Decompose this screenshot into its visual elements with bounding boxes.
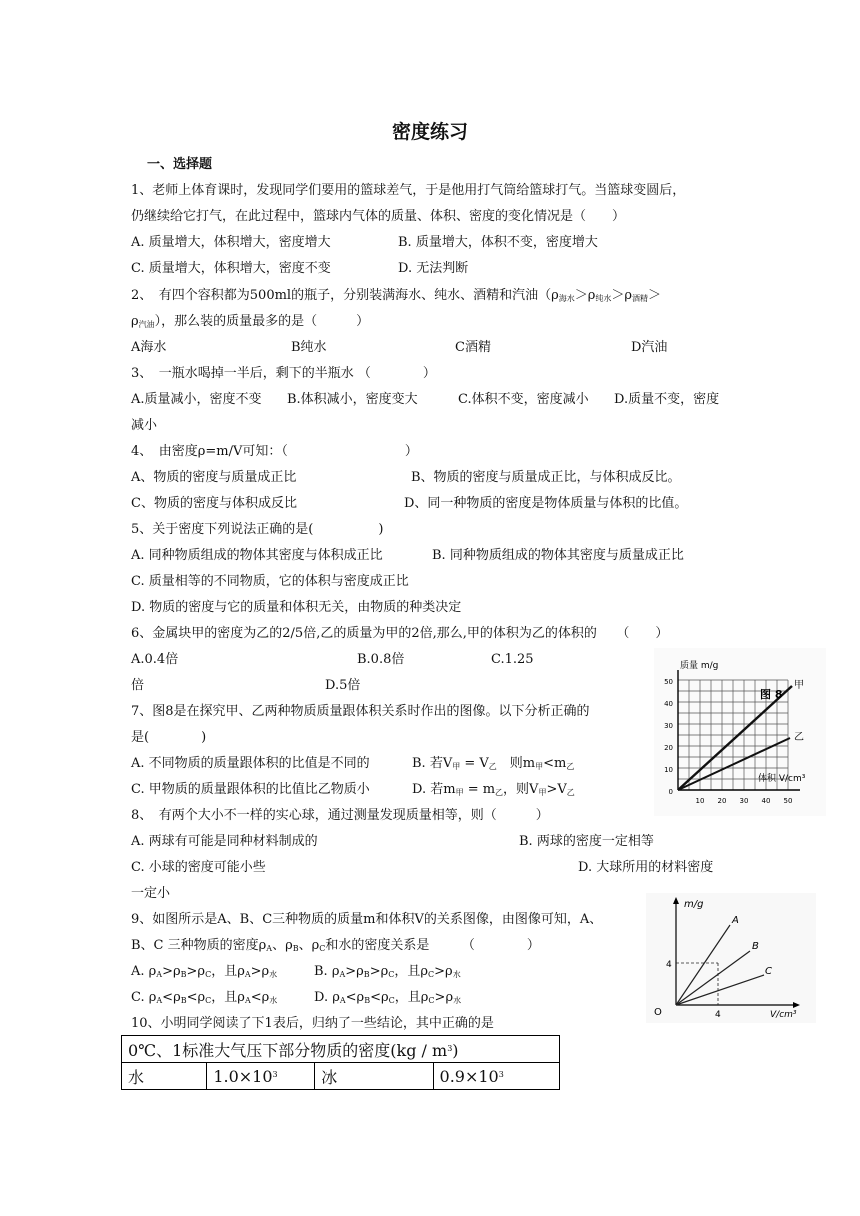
q5-option-a: A. 同种物质组成的物体其密度与体积成正比 <box>131 548 383 563</box>
q3-option-d-cont: 减小 <box>131 418 158 433</box>
q1-option-b: B. 质量增大，体积不变，密度增大 <box>398 235 598 250</box>
ytick: 50 <box>664 678 673 686</box>
q5-option-d: D. 物质的密度与它的质量和体积无关，由物质的种类决定 <box>131 600 462 615</box>
fig9-label-b: B <box>752 941 759 952</box>
fig9-mark-x: 4 <box>715 1010 721 1020</box>
q7-option-d: D. 若$m_甲 = m_乙$，则$V_甲>V_乙$ <box>412 782 575 797</box>
xtick: 40 <box>761 797 771 805</box>
q4-option-d: D、同一种物质的密度是物体质量与体积的比值。 <box>404 496 688 511</box>
q2-option-c: C酒精 <box>455 340 491 355</box>
ytick: 30 <box>664 722 673 730</box>
q5-stem: 5、关于密度下列说法正确的是( ) <box>131 522 384 537</box>
fig9-label-a: A <box>732 915 739 926</box>
q6-option-b: B.0.8倍 <box>357 652 405 667</box>
q7-line1: 7、图8是在探究甲、乙两种物质质量跟体积关系时作出的图像。以下分析正确的 <box>131 704 590 719</box>
q7-option-a: A. 不同物质的质量跟体积的比值是不同的 <box>131 756 370 771</box>
fig9-label-c: C <box>765 966 772 977</box>
fig8-label-jia: 甲 <box>794 680 804 691</box>
fig8-xlabel: 体积 V/cm³ <box>758 774 806 784</box>
q9-option-b: B. $\rho_A>\rho_B>\rho_C$，且$\rho_C>\rho_水$ <box>314 964 461 979</box>
xtick: 50 <box>783 797 793 805</box>
q8-stem: 8、 有两个大小不一样的实心球，通过测量发现质量相等，则（ ） <box>131 808 549 823</box>
q8-option-b: B. 两球的密度一定相等 <box>519 834 654 849</box>
q4-option-c: C、物质的密度与体积成反比 <box>131 496 297 511</box>
q1-option-d: D. 无法判断 <box>398 261 469 276</box>
q2-option-d: D汽油 <box>631 340 668 355</box>
figure-background <box>646 893 816 1023</box>
q9-line1: 9、如图所示是A、B、C三种物质的质量m和体积V的关系图像，由图像可知，A、 <box>131 912 603 927</box>
q1-line2: 仍继续给它打气，在此过程中，篮球内气体的质量、体积、密度的变化情况是（ ） <box>131 209 626 224</box>
figure-9-graph <box>646 893 816 1023</box>
xtick: 20 <box>717 797 727 805</box>
fig8-label-yi: 乙 <box>794 732 804 743</box>
q3-option-c: C.体积不变，密度减小 <box>458 392 589 407</box>
xtick: 30 <box>739 797 749 805</box>
q2-option-b: B纯水 <box>291 340 327 355</box>
q9-line2: B、C 三种物质的密度$\rho_A$、$\rho_B$、$\rho_C$和水的密度关系是 （ ） <box>131 938 540 953</box>
q6-option-c-cont: 倍 <box>131 678 145 693</box>
fig9-mark-y: 4 <box>666 960 672 970</box>
fig8-ylabel: 质量 m/g <box>680 661 719 671</box>
q1-option-a: A. 质量增大，体积增大，密度增大 <box>131 235 331 250</box>
q1-option-c: C. 质量增大，体积增大，密度不变 <box>131 261 331 276</box>
ytick: 10 <box>664 766 673 774</box>
figure-8-graph <box>654 648 826 816</box>
q9-option-c: C. $\rho_A<\rho_B<\rho_C$，且$\rho_A<\rho_水$ <box>131 990 278 1005</box>
q1-line1: 1、老师上体育课时，发现同学们要用的篮球差气，于是他用打气筒给篮球打气。当篮球变圆后， <box>131 183 686 198</box>
table-title-row <box>122 1036 560 1063</box>
q8-option-d-cont: 一定小 <box>131 886 171 901</box>
q3-option-d: D.质量不变，密度 <box>614 392 720 407</box>
ytick: 0 <box>668 788 673 796</box>
q7-line2: 是( ) <box>131 730 207 745</box>
density-table <box>121 1035 560 1090</box>
q3-stem: 3、 一瓶水喝掉一半后，剩下的半瓶水 （ ） <box>131 366 436 381</box>
fig9-ylabel: m/g <box>684 899 704 910</box>
q5-option-b: B. 同种物质组成的物体其密度与质量成正比 <box>432 548 684 563</box>
fig9-xlabel: V/cm³ <box>770 1010 797 1020</box>
q4-option-a: A、物质的密度与质量成正比 <box>131 470 297 485</box>
table-title: 0℃、1标准大气压下部分物质的密度$(kg / m^3)$ <box>122 1036 560 1063</box>
page-title: 密度练习 <box>391 121 468 143</box>
q10-stem: 10、小明同学阅读了下1表后，归纳了一些结论，其中正确的是 <box>131 1016 494 1031</box>
q6-option-a: A.0.4倍 <box>131 652 179 667</box>
fig9-origin: O <box>654 1007 662 1018</box>
q4-stem: 4、 由密度ρ=m/V可知：（ ） <box>131 444 418 459</box>
table-cell-name: 冰 <box>315 1063 433 1090</box>
q9-option-d: D. $\rho_A<\rho_B<\rho_C$，且$\rho_C>\rho_水$ <box>314 990 462 1005</box>
q2-stem: 2、 有四个容积都为500ml的瓶子，分别装满海水、纯水、酒精和汽油（$\rho_{海水}>\rho_{纯水}>\rho_{酒精}>$ <box>131 288 662 303</box>
q3-option-b: B.体积减小，密度变大 <box>287 392 418 407</box>
q5-option-c: C. 质量相等的不同物质，它的体积与密度成正比 <box>131 574 409 589</box>
ytick: 20 <box>664 744 673 752</box>
q7-option-b: B. 若$V_甲 = V_乙$ 则$m_甲<m_乙$ <box>412 756 575 771</box>
q2-option-a: A海水 <box>131 340 167 355</box>
fig8-caption: 图 8 <box>760 688 783 701</box>
q2-line2: $\rho_{汽油}$），那么装的质量最多的是（ ） <box>131 314 370 329</box>
q3-option-a: A.质量减小，密度不变 <box>131 392 262 407</box>
q6-option-c: C.1.25 <box>491 652 534 667</box>
q7-option-c: C. 甲物质的质量跟体积的比值比乙物质小 <box>131 782 370 797</box>
q6-stem: 6、金属块甲的密度为乙的2/5倍,乙的质量为甲的2倍,那么,甲的体积为乙的体积的 （ ） <box>131 626 669 641</box>
q6-option-d: D.5倍 <box>325 678 361 693</box>
q8-option-d: D. 大球所用的材料密度 <box>578 860 714 875</box>
q8-option-c: C. 小球的密度可能小些 <box>131 860 266 875</box>
xtick: 10 <box>695 797 705 805</box>
table-cell-name: 水 <box>122 1063 207 1090</box>
table-cell-value: $0.9\times 10^3$ <box>433 1063 559 1090</box>
q4-option-b: B、物质的密度与质量成正比，与体积成反比。 <box>411 470 681 485</box>
ytick: 40 <box>664 700 673 708</box>
table-row <box>122 1063 560 1090</box>
section-heading: 一、选择题 <box>147 157 213 172</box>
q9-option-a: A. $\rho_A>\rho_B>\rho_C$，且$\rho_A>\rho_水$ <box>131 964 278 979</box>
q8-option-a: A. 两球有可能是同种材料制成的 <box>131 834 318 849</box>
table-cell-value: $1.0\times 10^3$ <box>207 1063 315 1090</box>
